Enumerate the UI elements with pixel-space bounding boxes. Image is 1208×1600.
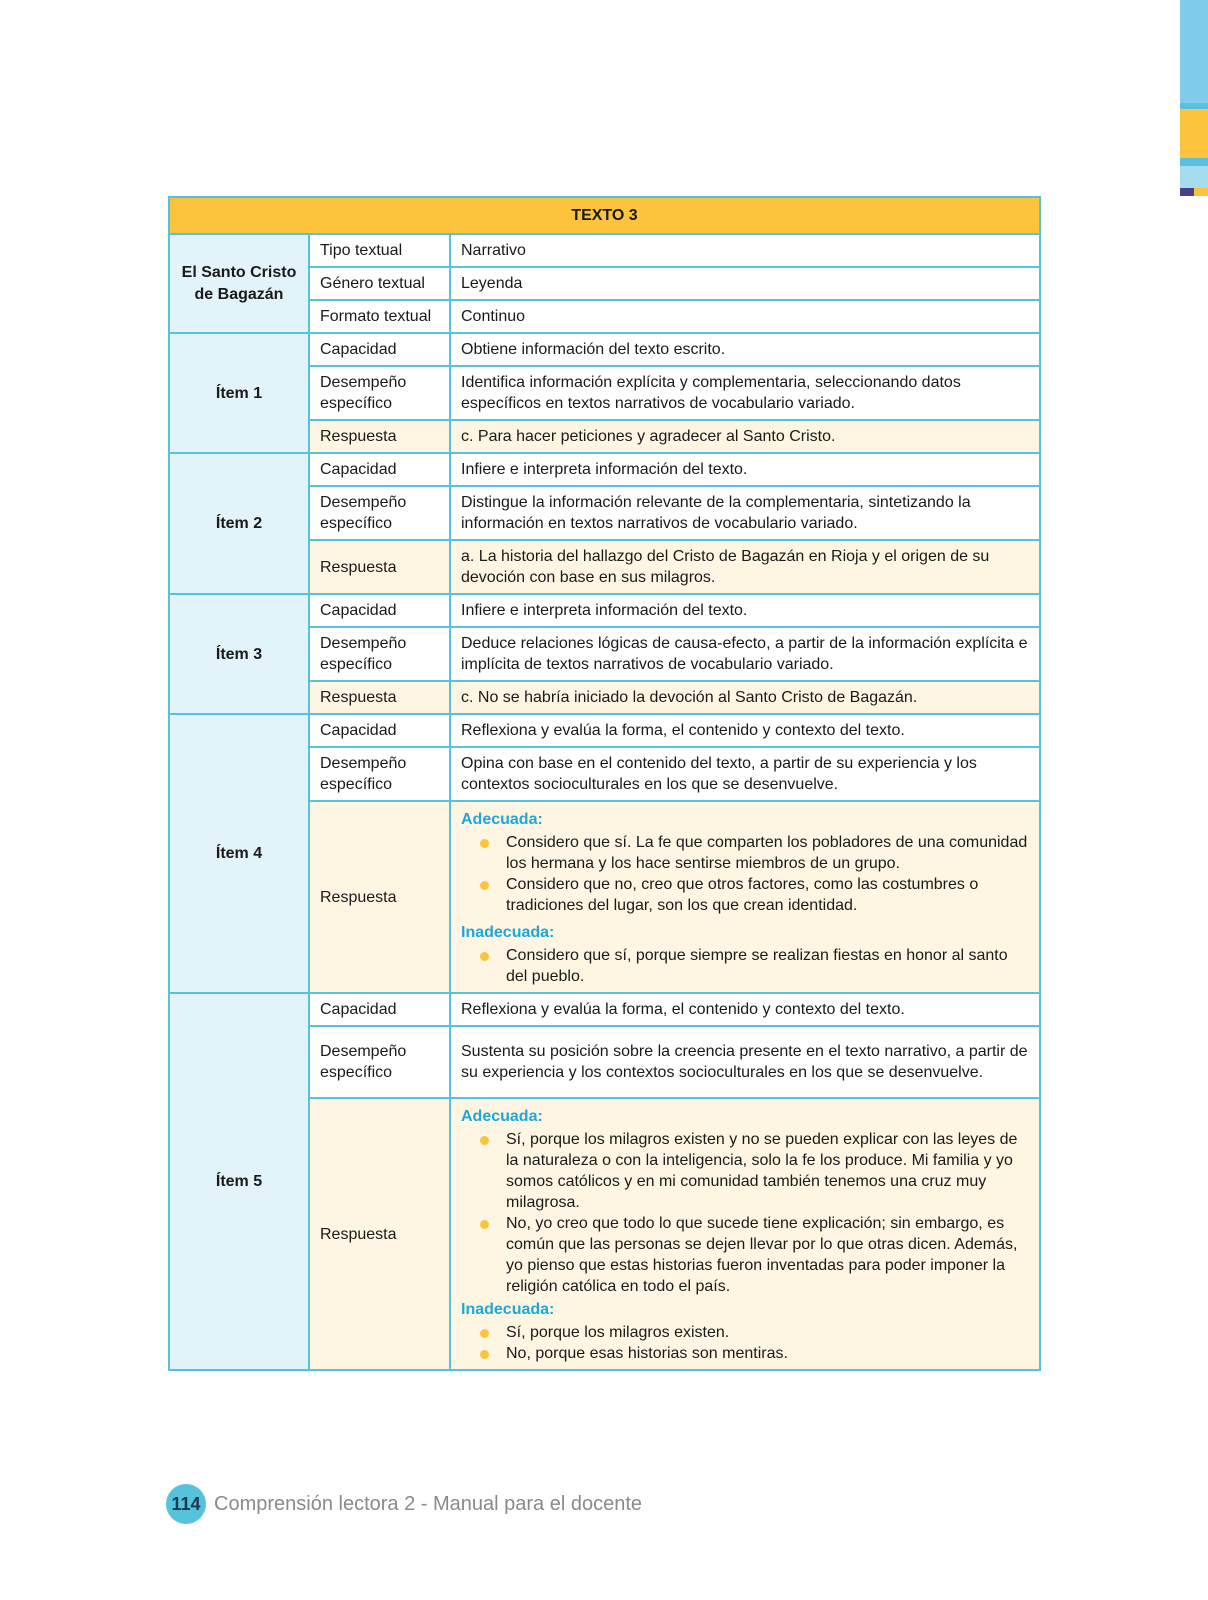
row-value: Sustenta su posición sobre la creencia presente en el texto narrativo, a partir de su experiencia y los contextos socioculturales en los que se desenvuelve. <box>450 1026 1040 1098</box>
row-label: Capacidad <box>309 714 450 747</box>
answer-block <box>450 1098 1040 1370</box>
item-label: Ítem 4 <box>169 714 309 993</box>
row-value: Deduce relaciones lógicas de causa-efecto, a partir de la información explícita e implícita de textos narrativos de vocabulario variado. <box>450 627 1040 681</box>
row-value: Distingue la información relevante de la complementaria, sintetizando la información en textos narrativos de vocabulario variado. <box>450 486 1040 540</box>
row-value: Identifica información explícita y complementaria, seleccionando datos específicos en textos narrativos de vocabulario variado. <box>450 366 1040 420</box>
list-item: Considero que no, creo que otros factores, como las costumbres o tradiciones del lugar, son los que crean identidad. <box>506 874 1029 916</box>
table-row <box>169 714 1040 747</box>
row-value: Infiere e interpreta información del texto. <box>450 594 1040 627</box>
inadecuada-list <box>461 1322 1029 1364</box>
adecuada-list <box>461 832 1029 916</box>
inadecuada-title: Inadecuada: <box>461 924 555 941</box>
inadecuada-list <box>461 945 1029 987</box>
inadecuada-title: Inadecuada: <box>461 1301 555 1318</box>
edge-tab-decoration <box>1194 188 1208 196</box>
row-value: Infiere e interpreta información del texto. <box>450 453 1040 486</box>
row-value: Continuo <box>450 300 1040 333</box>
row-value: Narrativo <box>450 234 1040 267</box>
edge-tab-decoration <box>1180 0 1208 103</box>
row-label: Respuesta <box>309 681 450 714</box>
row-label: Desempeño específico <box>309 486 450 540</box>
row-label: Respuesta <box>309 420 450 453</box>
table-title: TEXTO 3 <box>169 197 1040 234</box>
footer-text: Comprensión lectora 2 - Manual para el docente <box>214 1492 643 1515</box>
row-label: Desempeño específico <box>309 366 450 420</box>
row-label: Respuesta <box>309 801 450 993</box>
edge-tab-decoration <box>1180 109 1208 158</box>
row-label: Tipo textual <box>309 234 450 267</box>
row-label: Desempeño específico <box>309 627 450 681</box>
row-value: c. Para hacer peticiones y agradecer al Santo Cristo. <box>450 420 1040 453</box>
item-label: Ítem 1 <box>169 333 309 453</box>
table-row <box>169 993 1040 1026</box>
row-value: Reflexiona y evalúa la forma, el contenido y contexto del texto. <box>450 993 1040 1026</box>
list-item: Considero que sí, porque siempre se realizan fiestas en honor al santo del pueblo. <box>506 945 1029 987</box>
list-item: Considero que sí. La fe que comparten los pobladores de una comunidad los hermana y los hace sentirse miembros de un grupo. <box>506 834 1028 872</box>
edge-tab-decoration <box>1180 188 1194 196</box>
text-title: El Santo Cristo de Bagazán <box>169 234 309 333</box>
item-label: Ítem 2 <box>169 453 309 594</box>
row-label: Respuesta <box>309 540 450 594</box>
table-header-row <box>169 197 1040 234</box>
row-label: Respuesta <box>309 1098 450 1370</box>
table-row <box>169 234 1040 267</box>
item-label: Ítem 5 <box>169 993 309 1370</box>
row-label: Formato textual <box>309 300 450 333</box>
page-footer <box>166 1484 642 1524</box>
list-item: No, yo creo que todo lo que sucede tiene explicación; sin embargo, es común que las personas se dejen llevar por lo que otras dicen. Además, yo pienso que estas historias fueron inventadas para poder imponer la religión católica en todo el país. <box>506 1213 1029 1297</box>
row-label: Capacidad <box>309 333 450 366</box>
page-number: 114 <box>166 1484 206 1524</box>
row-label: Desempeño específico <box>309 747 450 801</box>
row-value: a. La historia del hallazgo del Cristo de Bagazán en Rioja y el origen de su devoción con base en sus milagros. <box>450 540 1040 594</box>
row-label: Género textual <box>309 267 450 300</box>
row-label: Capacidad <box>309 993 450 1026</box>
row-value: Opina con base en el contenido del texto, a partir de su experiencia y los contextos socioculturales en los que se desenvuelve. <box>450 747 1040 801</box>
table-row <box>169 594 1040 627</box>
edge-tab-decoration <box>1180 166 1208 188</box>
table-row <box>169 453 1040 486</box>
adecuada-list <box>461 1129 1029 1297</box>
item-label: Ítem 3 <box>169 594 309 714</box>
adecuada-title: Adecuada: <box>461 811 543 828</box>
answer-block <box>450 801 1040 993</box>
list-item: Sí, porque los milagros existen y no se pueden explicar con las leyes de la naturaleza o con la inteligencia, solo la fe los produce. Mi familia y yo somos católicos y en mi comunidad también tenemos una cruz muy milagrosa. <box>506 1129 1029 1213</box>
row-value: Obtiene información del texto escrito. <box>450 333 1040 366</box>
table-row <box>169 333 1040 366</box>
row-value: Reflexiona y evalúa la forma, el contenido y contexto del texto. <box>450 714 1040 747</box>
row-label: Desempeño específico <box>309 1026 450 1098</box>
row-label: Capacidad <box>309 453 450 486</box>
row-label: Capacidad <box>309 594 450 627</box>
row-value: Leyenda <box>450 267 1040 300</box>
row-value: c. No se habría iniciado la devoción al Santo Cristo de Bagazán. <box>450 681 1040 714</box>
evaluation-table <box>168 196 1041 1371</box>
list-item: Sí, porque los milagros existen. <box>506 1322 1029 1343</box>
adecuada-title: Adecuada: <box>461 1108 543 1125</box>
edge-tab-decoration <box>1180 158 1208 166</box>
list-item: No, porque esas historias son mentiras. <box>506 1343 1029 1364</box>
